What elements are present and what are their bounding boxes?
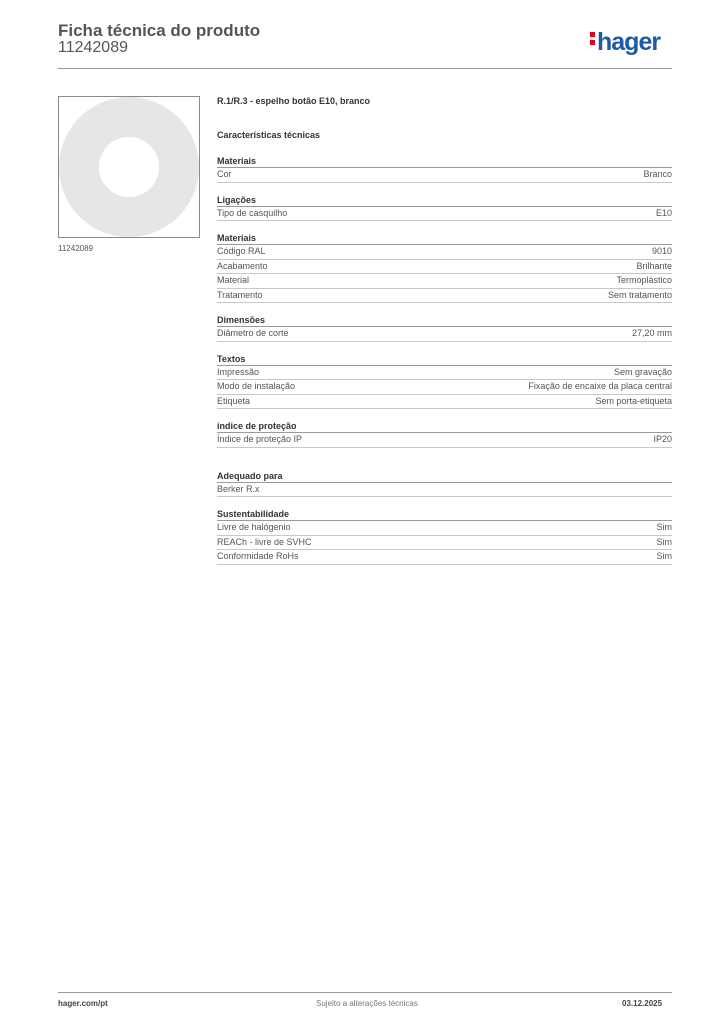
footer-disclaimer: Sujeito a alterações técnicas [316, 999, 418, 1008]
spec-label: Diâmetro de corte [217, 328, 289, 338]
spec-row [217, 550, 672, 565]
spec-label: Livre de halógenio [217, 522, 291, 532]
product-name: R.1/R.3 - espelho botão E10, branco [217, 96, 371, 106]
spec-row [217, 380, 672, 395]
spec-value: Brilhante [636, 260, 672, 271]
logo-dots-icon [590, 32, 595, 48]
spec-row [217, 327, 672, 342]
spec-section [217, 508, 672, 565]
section-heading: Dimensões [217, 314, 672, 327]
section-heading: Ligações [217, 194, 672, 207]
spec-section [217, 232, 672, 303]
spec-label: Cor [217, 169, 232, 179]
spec-label: Impressão [217, 366, 260, 377]
spec-section [217, 314, 672, 342]
spec-row [217, 289, 672, 304]
footer-website[interactable]: hager.com/pt [58, 999, 108, 1008]
spec-label: Código RAL [217, 246, 266, 256]
spec-value: Sim [656, 536, 672, 547]
product-image [58, 96, 200, 238]
spec-value: IP20 [653, 434, 672, 444]
spec-label: Material [217, 275, 250, 285]
spec-value: Sem tratamento [607, 289, 672, 300]
spec-row [217, 521, 672, 536]
page-title: Ficha técnica do produto [58, 21, 261, 40]
hager-logo [590, 28, 660, 57]
section-heading: Sustentabilidade [217, 508, 672, 521]
image-caption: 11242089 [58, 244, 93, 253]
spec-value: 9010 [651, 246, 672, 256]
spec-label: Acabamento [217, 260, 268, 271]
spec-value: Fixação de encaixe da placa central [528, 381, 672, 391]
section-heading: Textos [217, 353, 672, 366]
spec-section [217, 155, 672, 183]
spec-label: Modo de instalação [217, 381, 296, 391]
spec-label: Berker R.x [217, 483, 260, 494]
spec-section [217, 194, 672, 222]
characteristics-title: Características técnicas [217, 130, 321, 140]
spec-value: Termoplástico [616, 275, 672, 285]
spec-row [217, 245, 672, 260]
product-number: 11242089 [58, 39, 128, 56]
spec-row [217, 536, 672, 551]
spec-row [217, 260, 672, 275]
logo-text: hager [597, 28, 661, 56]
spec-value: 27,20 mm [631, 328, 672, 338]
spec-section [217, 353, 672, 410]
spec-row [217, 395, 672, 410]
spec-value: Sem porta-etiqueta [595, 395, 672, 406]
spec-label: REACh - livre de SVHC [217, 536, 312, 547]
spec-value: Branco [643, 169, 672, 179]
spec-row [217, 366, 672, 381]
spec-section [217, 420, 672, 448]
footer-divider [58, 992, 672, 993]
header-divider [58, 68, 672, 69]
spec-content [217, 96, 672, 565]
spec-row [217, 168, 672, 183]
spec-label: Índice de proteção IP [217, 434, 303, 444]
spec-value: Sim [656, 551, 672, 561]
ring-plate-icon [59, 97, 199, 237]
spec-label: Conformidade RoHs [217, 551, 299, 561]
spec-row [217, 433, 672, 448]
spec-label: Tipo de casquilho [217, 207, 288, 218]
spec-sections [217, 155, 672, 565]
spec-label: Etiqueta [217, 395, 251, 406]
section-heading: Materiais [217, 232, 672, 245]
spec-row [217, 483, 672, 498]
spec-label: Tratamento [217, 289, 263, 300]
spec-value: Sem gravação [613, 366, 672, 377]
spec-value: Sim [656, 522, 672, 532]
section-heading: índice de proteção [217, 420, 672, 433]
section-heading: Adequado para [217, 470, 672, 483]
section-heading: Materiais [217, 155, 672, 168]
spec-value: E10 [655, 207, 672, 218]
footer-date: 03.12.2025 [622, 999, 663, 1008]
spec-row [217, 207, 672, 222]
spec-row [217, 274, 672, 289]
spec-section [217, 470, 672, 498]
